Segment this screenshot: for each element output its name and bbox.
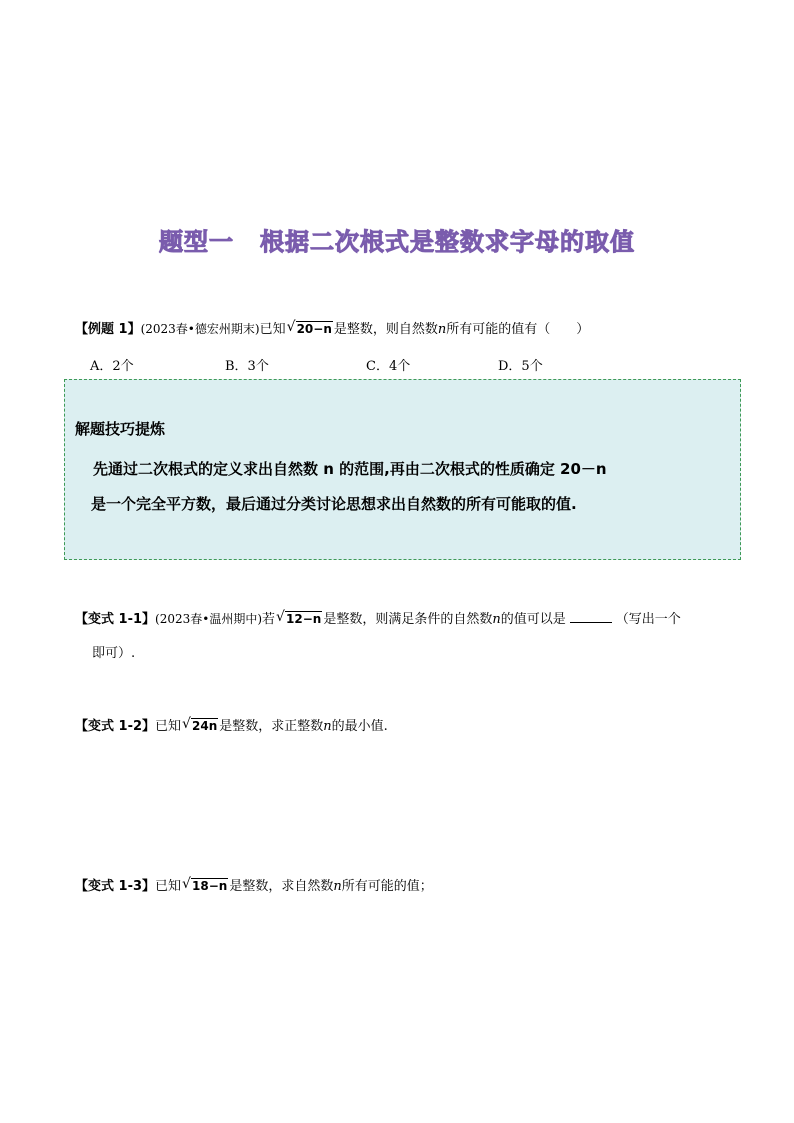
v2-tag: 【变式 1-2】 [75,719,156,734]
tip-line-1: 先通过二次根式的定义求出自然数 n 的范围,再由二次根式的性质确定 20－n [93,460,607,478]
v3-text-after-1: 是整数，求自然数 [229,879,334,894]
example-text-before: 已知 [259,322,286,337]
tip-box [64,379,741,560]
v1-text-after-3: （写出一个 [615,612,681,627]
option-c: C．4个 [366,359,411,374]
radical-sign-icon: √ [286,319,296,335]
example-source: (2023春•德宏州期末) [140,322,260,336]
variant-1-2 [75,715,388,734]
tip-title: 解题技巧提炼 [75,420,166,438]
v1-source: (2023春•温州期中) [155,612,262,626]
v2-text-after-2: 的最小值. [331,719,388,734]
option-d: D．5个 [498,359,543,374]
v3-radicand: 18−n [192,879,228,893]
v1-sqrt [276,611,322,627]
variant-1-1 [75,608,681,627]
option-a: A．2个 [90,359,134,374]
example-text-after-2: 所有可能的值有（ ） [446,322,590,337]
example-radicand: 20−n [296,322,332,336]
v3-var: n [333,879,342,894]
v2-sqrt [182,718,218,734]
example-question [75,318,589,337]
example-var: n [437,322,447,337]
v1-radicand: 12−n [286,612,322,626]
tip-body [93,452,738,522]
variant-1-3 [75,875,433,894]
v1-text-after-2: 的值可以是 [500,612,566,627]
example-sqrt [287,321,333,337]
v2-text-after-1: 是整数，求正整数 [219,719,324,734]
example-tag: 【例题 1】 [75,322,141,337]
option-b: B．3个 [225,359,269,374]
tip-line-2: 是一个完全平方数，最后通过分类讨论思想求出自然数的所有可能取的值. [91,495,577,513]
v1-var: n [492,612,501,627]
radical-sign-icon: √ [182,716,191,732]
v1-text-after-1: 是整数，则满足条件的自然数 [323,612,493,627]
example-text-after-1: 是整数，则自然数 [333,322,438,337]
v3-sqrt [182,878,228,894]
radical-sign-icon: √ [276,609,285,625]
v2-radicand: 24n [192,719,218,733]
v3-tag: 【变式 1-3】 [75,879,156,894]
v1-text-before: 若 [262,612,276,627]
section-title-part1: 题型一 [159,228,234,256]
v2-var: n [323,719,332,734]
section-title-part2: 根据二次根式是整数求字母的取值 [260,228,635,256]
v3-text-before: 已知 [155,879,182,894]
v1-line-2: 即可）. [92,646,136,661]
radical-sign-icon: √ [182,876,191,892]
v3-text-after-2: 所有可能的值； [341,879,433,894]
v2-text-before: 已知 [155,719,182,734]
section-title [0,222,794,257]
v1-tag: 【变式 1-1】 [75,612,156,627]
answer-blank[interactable] [570,610,612,623]
